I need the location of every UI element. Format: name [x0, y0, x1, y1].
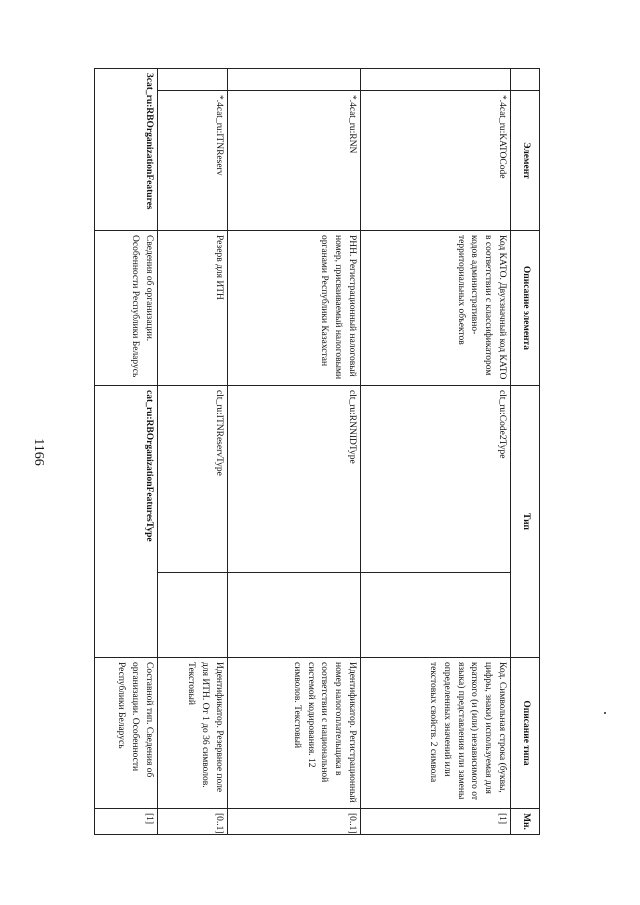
cell-type: clt_ru:ITNReservType: [158, 386, 228, 573]
table-row: [158, 69, 228, 835]
data-table: [94, 68, 540, 835]
cell-type-desc: Идентификатор. Регистрационный номер налогоплательщика в соответствии с национальной системой кодирования. 12 символов. Текстовый: [228, 658, 361, 809]
header-element: Элемент: [511, 91, 540, 231]
cell-type: clt_ru:Code2Type: [361, 386, 511, 573]
cell-element-desc: РНН. Регистрационный налоговый номер, присваиваемый налоговыми органами Республики Казахстан: [228, 231, 361, 386]
header-type: Тип: [511, 386, 540, 658]
header-element-desc: Описание элемента: [511, 231, 540, 386]
cell-element-desc: Код КАТО. Двухзначный код КАТО в соответствии с классификатором кодов административно-территориальных объектов: [361, 231, 511, 386]
header-mult: Мн.: [511, 809, 540, 835]
cell-element: *.4cat_ru:ITNReserv: [158, 91, 228, 231]
cell-element: *.4cat_ru:KATOCode: [361, 91, 511, 231]
speck-mark: [604, 712, 606, 714]
table-row: [361, 69, 511, 835]
cell-element-desc: Сведения об организации. Особенности Республики Беларусь: [95, 231, 158, 386]
header-type-desc: Описание типа: [511, 658, 540, 809]
cell-mult: [0..1]: [228, 809, 361, 835]
table-row: [228, 69, 361, 835]
cell-type-desc: Код. Символьная строка (буквы, цифры, знаки) используемая для краткого (и (или) независимого от языка) представления или замены определенных значений или текстовых свойств. 2 символа: [361, 658, 511, 809]
table-row: [95, 69, 158, 835]
page-number: 1166: [31, 438, 46, 466]
cell-type-desc: Идентификатор. Резервное поле для ИТН. От 1 до 36 символов. Текстовый: [158, 658, 228, 809]
cell-type: cat_ru:RBOrganizationFeaturesType: [95, 386, 158, 658]
cell-element-desc: Резерв для ИТН: [158, 231, 228, 386]
rotated-table-container: [94, 68, 540, 834]
cell-element: *.4cat_ru:RNN: [228, 91, 361, 231]
cell-mult: [1]: [361, 809, 511, 835]
cell-type: clt_ru:RNNIDType: [228, 386, 361, 573]
cell-type-desc: Составной тип. Сведения об организации. Особенности Республики Беларусь: [95, 658, 158, 809]
cell-element: 3cat_ru:RBOrganizationFeatures: [95, 69, 158, 231]
cell-mult: [0..1]: [158, 809, 228, 835]
cell-mult: [1]: [95, 809, 158, 835]
table-header-row: [511, 69, 540, 835]
